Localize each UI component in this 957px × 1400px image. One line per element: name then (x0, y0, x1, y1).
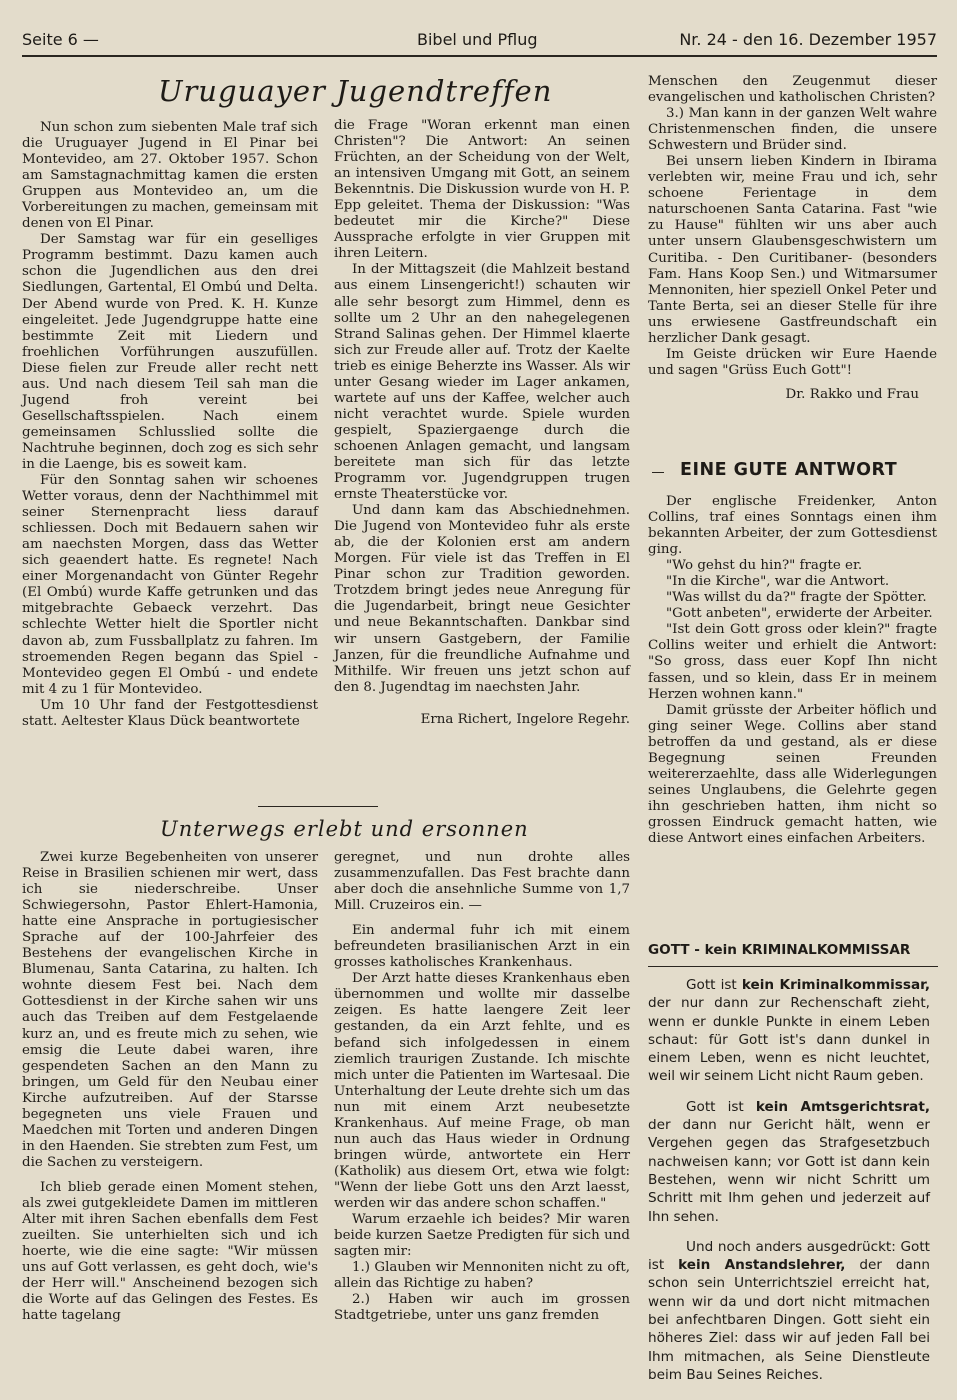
paragraph: Zwei kurze Begebenheiten von unserer Reise in Brasilien schienen mir wert, dass ich sie niederschreibe. Unser Schwiegersohn, Pastor Ehlert-Hamonia, hatte eine Ansprache in portugiesischer Sprache auf der 100-Jahrfeier des Bestehens der evangelischen Kirche in Blumenau, Santa Catarina, zu halten. Ich wohnte diesem Fest bei. Nach dem Gottesdienst in der Kirche sahen wir uns auch das Treiben auf dem Festgelaende kurz an, und es freute mich zu sehen, wie emsig die Leute dabei waren, ihre gespendeten Sachen an den Mann zu bringen, um Geld für den Neubau einer Kirche aufzutreiben. Auf der Starsse begegneten uns viele Frauen und Maedchen mit Torten und anderen Dingen in den Haenden. Sie strebten zum Fest, um die Sachen zu versteigern. (22, 850, 318, 1170)
paragraph: geregnet, und nun drohte alles zusammenzufallen. Das Fest brachte dann aber doch die ansehnliche Summe von 1,7 Mill. Cruzeiros ein. — (334, 850, 630, 914)
paragraph: Und dann kam das Abschiednehmen. Die Jugend von Montevideo fuhr als erste ab, die der Kolonien erst am andern Morgen. Für viele ist das Treffen in El Pinar schon zur Tradition geworden. Trotzdem bringt jedes neue Anregung für die Jugendarbeit, bringt neue Gesichter und neue Bekanntschaften. Dankbar sind wir unsern Gastgebern, der Familie Janzen, für die freundliche Aufnahme und Mithilfe. Wir freuen uns jetzt schon auf den 8. Jugendtag im naechsten Jahr. (334, 503, 630, 695)
paragraph: "Wo gehst du hin?" fragte er. (666, 558, 863, 574)
header-rule (22, 55, 937, 57)
paragraph: Gott ist kein Amtsgerichtsrat, der dann nur Gericht hält, wenn er Vergehen gegen das Strafgesetzbuch nachweisen kann; vor Gott ist dann kein Bestehen, wenn wir nicht Schritt um Schritt mit Ihm gehen und jederzeit auf Ihn sehen. (648, 1098, 931, 1225)
page-header (22, 30, 937, 56)
separator-rule (648, 966, 938, 967)
paragraph: "Was willst du da?" fragte der Spötter. (666, 590, 927, 606)
article1-column-2 (334, 118, 630, 728)
paragraph: 2.) Haben wir auch im grossen Stadtgetriebe, unter uns ganz fremden (334, 1292, 630, 1324)
article4-column (648, 976, 930, 1384)
paragraph: Im Geiste drücken wir Eure Haende und sagen "Grüss Euch Gott"! (648, 346, 937, 378)
paragraph: Der englische Freidenker, Anton Collins, traf eines Sonntags einen ihm bekannten Arbeiter, der zum Gottesdienst ging. (648, 494, 937, 558)
article2-signature: Dr. Rakko und Frau (785, 386, 919, 402)
paragraph: "Ist dein Gott gross oder klein?" fragte Collins weiter und erhielt die Antwort: "So gross, dass euer Kopf Ihn nicht fassen, und so klein, dass Er in meinem Herzen wohnen kann." (648, 622, 937, 702)
paragraph: Ich blieb gerade einen Moment stehen, als zwei gutgekleidete Damen im mittleren Alter mit ihren Sachen ebenfalls dem Fest zueilten. Sie unterhielten sich und ich hoerte, wie die eine sagte: "Wir müssen uns auf Gott verlassen, es geht doch, wie's der Herr will." Anscheinend bezogen sich die Worte auf das Gelingen des Festes. Es hatte tagelang (22, 1179, 318, 1324)
paragraph: "In die Kirche", war die Antwort. (666, 574, 890, 590)
article-title-jugendtreffen: Uruguayer Jugendtreffen (158, 74, 553, 108)
paragraph: Warum erzaehle ich beides? Mir waren beide kurzen Saetze Predigten für sich und sagten mir: (334, 1212, 630, 1260)
paragraph: Ein andermal fuhr ich mit einem befreundeten brasilianischen Arzt in ein grosses katholisches Krankenhaus. (334, 923, 630, 971)
separator-rule (258, 806, 378, 807)
paragraph: Für den Sonntag sahen wir schoenes Wetter voraus, denn der Nachthimmel mit seiner Sternenpracht liess darauf schliessen. Doch mit Bedauern sahen wir am naechsten Morgen, dass das Wetter sich geaendert hatte. Es regnete! Nach einer Morgenandacht von Günter Regehr (El Ombú) wurde Kaffe getrunken und das mitgebrachte Gebaeck verzehrt. Das schlechte Wetter hielt die Sportler nicht davon ab, zum Fussballplatz zu fahren. Im stroemenden Regen begann das Spiel - Montevideo gegen El Ombú - und endete mit 4 zu 1 für Montevideo. (22, 473, 318, 697)
paragraph: Um 10 Uhr fand der Festgottesdienst statt. Aeltester Klaus Dück beantwortete (22, 697, 318, 729)
paragraph: "Gott anbeten", erwiderte der Arbeiter. (666, 606, 933, 622)
publication-title: Bibel und Pflug (417, 30, 538, 49)
paragraph: Der Arzt hatte dieses Krankenhaus eben übernommen und wollte mir dasselbe zeigen. Es hatte laengere Zeit leer gestanden, da ein Arzt fehlte, und es befand sich infolgedessen in einem ziemlich traurigen Zustande. Ich mischte mich unter die Patienten im Wartesaal. Die Unterhaltung der Leute drehte sich um das nun mit einem Arzt neubesetzte Krankenhaus. Auf meine Frage, ob man nun auch das Haus wieder in Ordnung bringen würde, antwortete ein Herr (Katholik) aus diesem Ort, etwa wie folgt: "Wenn der liebe Gott uns den Arzt laesst, werden wir das andere schon schaffen." (334, 971, 630, 1211)
paragraph: 1.) Glauben wir Mennoniten nicht zu oft, allein das Richtige zu haben? (334, 1260, 630, 1292)
paragraph: Bei unsern lieben Kindern in Ibirama verlebten wir, meine Frau und ich, sehr schoene Ferientage in dem naturschoenen Santa Catarina. Fast "wie zu Hause" fühlten wir uns aber auch unter unsern Glaubensgeschwistern um Curitiba. - Den Curitibaner- (besonders Fam. Hans Koop Sen.) und Witmarsumer Mennoniten, hier speziell Onkel Peter und Tante Berta, sei an dieser Stelle für ihre uns erwiesene Gastfreundschaft ein herzlicher Dank gesagt. (648, 154, 937, 346)
article-title-gute-antwort: EINE GUTE ANTWORT (680, 460, 898, 480)
paragraph: Und noch anders ausgedrückt: Gott ist kein Anstandslehrer, der dann schon sein Unterrichtsziel erreicht hat, wenn wir da und dort nicht mitmachen bei anfechtbaren Dingen. Gott sieht ein höheres Ziel: dass wir auf jeden Fall bei Ihm mitmachen, als Seine Dienstleute beim Bau Seines Reiches. (648, 1238, 931, 1383)
paragraph: Menschen den Zeugenmut dieser evangelischen und katholischen Christen? (648, 74, 937, 106)
paragraph: Der Samstag war für ein geselliges Programm bestimmt. Dazu kamen auch schon die Jugendlichen aus den drei Siedlungen, Gartental, El Ombú und Delta. Der Abend wurde von Pred. K. H. Kunze eingeleitet. Jede Jugendgruppe hatte eine bestimmte Zeit mit Liedern und froehlichen Vorführungen auszufüllen. Diese fielen zur Freude aller recht nett aus. Und nach diesem Teil sah man die Jugend froh vereint bei Gesellschaftsspielen. Nach einem gemeinsamen Schlusslied sollte die Nachtruhe beginnen, doch zog es sich sehr in die Laenge, bis es soweit kam. (22, 232, 318, 472)
article3-column (648, 494, 937, 847)
paragraph: die Frage "Woran erkennt man einen Christen"? Die Antwort: An seinen Früchten, an der Scheidung von der Welt, an intensiven Umgang mit Gott, an seinem Bekenntnis. Die Diskussion wurde von H. P. Epp geleitet. Thema der Diskussion: "Was bedeutet mir die Kirche?" Diese Aussprache erfolgte in vier Gruppen mit ihren Leitern. (334, 118, 631, 262)
separator-rule (652, 472, 664, 473)
article-title-kriminalkommissar: GOTT - kein KRIMINALKOMMISSAR (648, 942, 911, 958)
paragraph: Gott ist kein Kriminalkommissar, der nur dann zur Rechenschaft zieht, wenn er dunkle Punkte in einem Leben schaut: für Gott ist's dann dunkel in einem Leben, wenn es nicht leuchtet, weil wir seinem Licht nicht Raum geben. (648, 977, 930, 1085)
article-title-unterwegs: Unterwegs erlebt und ersonnen (160, 817, 529, 841)
article1-column-1 (22, 120, 318, 730)
article2-column-3 (648, 74, 937, 403)
paragraph: Damit grüsste der Arbeiter höflich und ging seiner Wege. Collins aber stand betroffen da und gestand, als er diese Begegnung seinen Freunden weitererzaehlte, dass alle Widerlegungen seines Unglaubens, die Gelehrte gegen ihn geschrieben hatten, ihm nicht so grossen Eindruck gemacht hatten, wie diese Antwort eines einfachen Arbeiters. (648, 702, 937, 846)
issue-date: Nr. 24 - den 16. Dezember 1957 (679, 30, 937, 49)
page-number: Seite 6 — (22, 30, 99, 49)
article2-column-2 (334, 850, 630, 1324)
paragraph: 3.) Man kann in der ganzen Welt wahre Christenmenschen finden, die unsere Schwestern und Brüder sind. (648, 106, 937, 154)
paragraph: Nun schon zum siebenten Male traf sich die Uruguayer Jugend in El Pinar bei Montevideo, am 27. Oktober 1957. Schon am Samstagnachmittag kamen die ersten Gruppen aus Montevideo an, um die Vorbereitungen zu machen, gemeinsam mit denen von El Pinar. (22, 120, 319, 232)
paragraph: In der Mittagszeit (die Mahlzeit bestand aus einem Linsengericht!) schauten wir alle sehr besorgt zum Himmel, denn es sollte um 2 Uhr an den nahegelegenen Strand Salinas gehen. Der Himmel klaerte sich zur Freude aller auf. Trotz der Kaelte trieb es einige Beherzte ins Wasser. Als wir unter Gesang wieder im Lager ankamen, wartete auf uns der Kaffee, welcher auch nicht verachtet wurde. Spiele wurden gespielt, Spaziergaenge durch die schoenen Anlagen gemacht, und langsam bereitete man sich für das letzte Programm vor. Jugendgruppen trugen ernste Theaterstücke vor. (334, 262, 630, 503)
article2-column-1 (22, 850, 318, 1324)
article1-signature: Erna Richert, Ingelore Regehr. (420, 711, 630, 727)
